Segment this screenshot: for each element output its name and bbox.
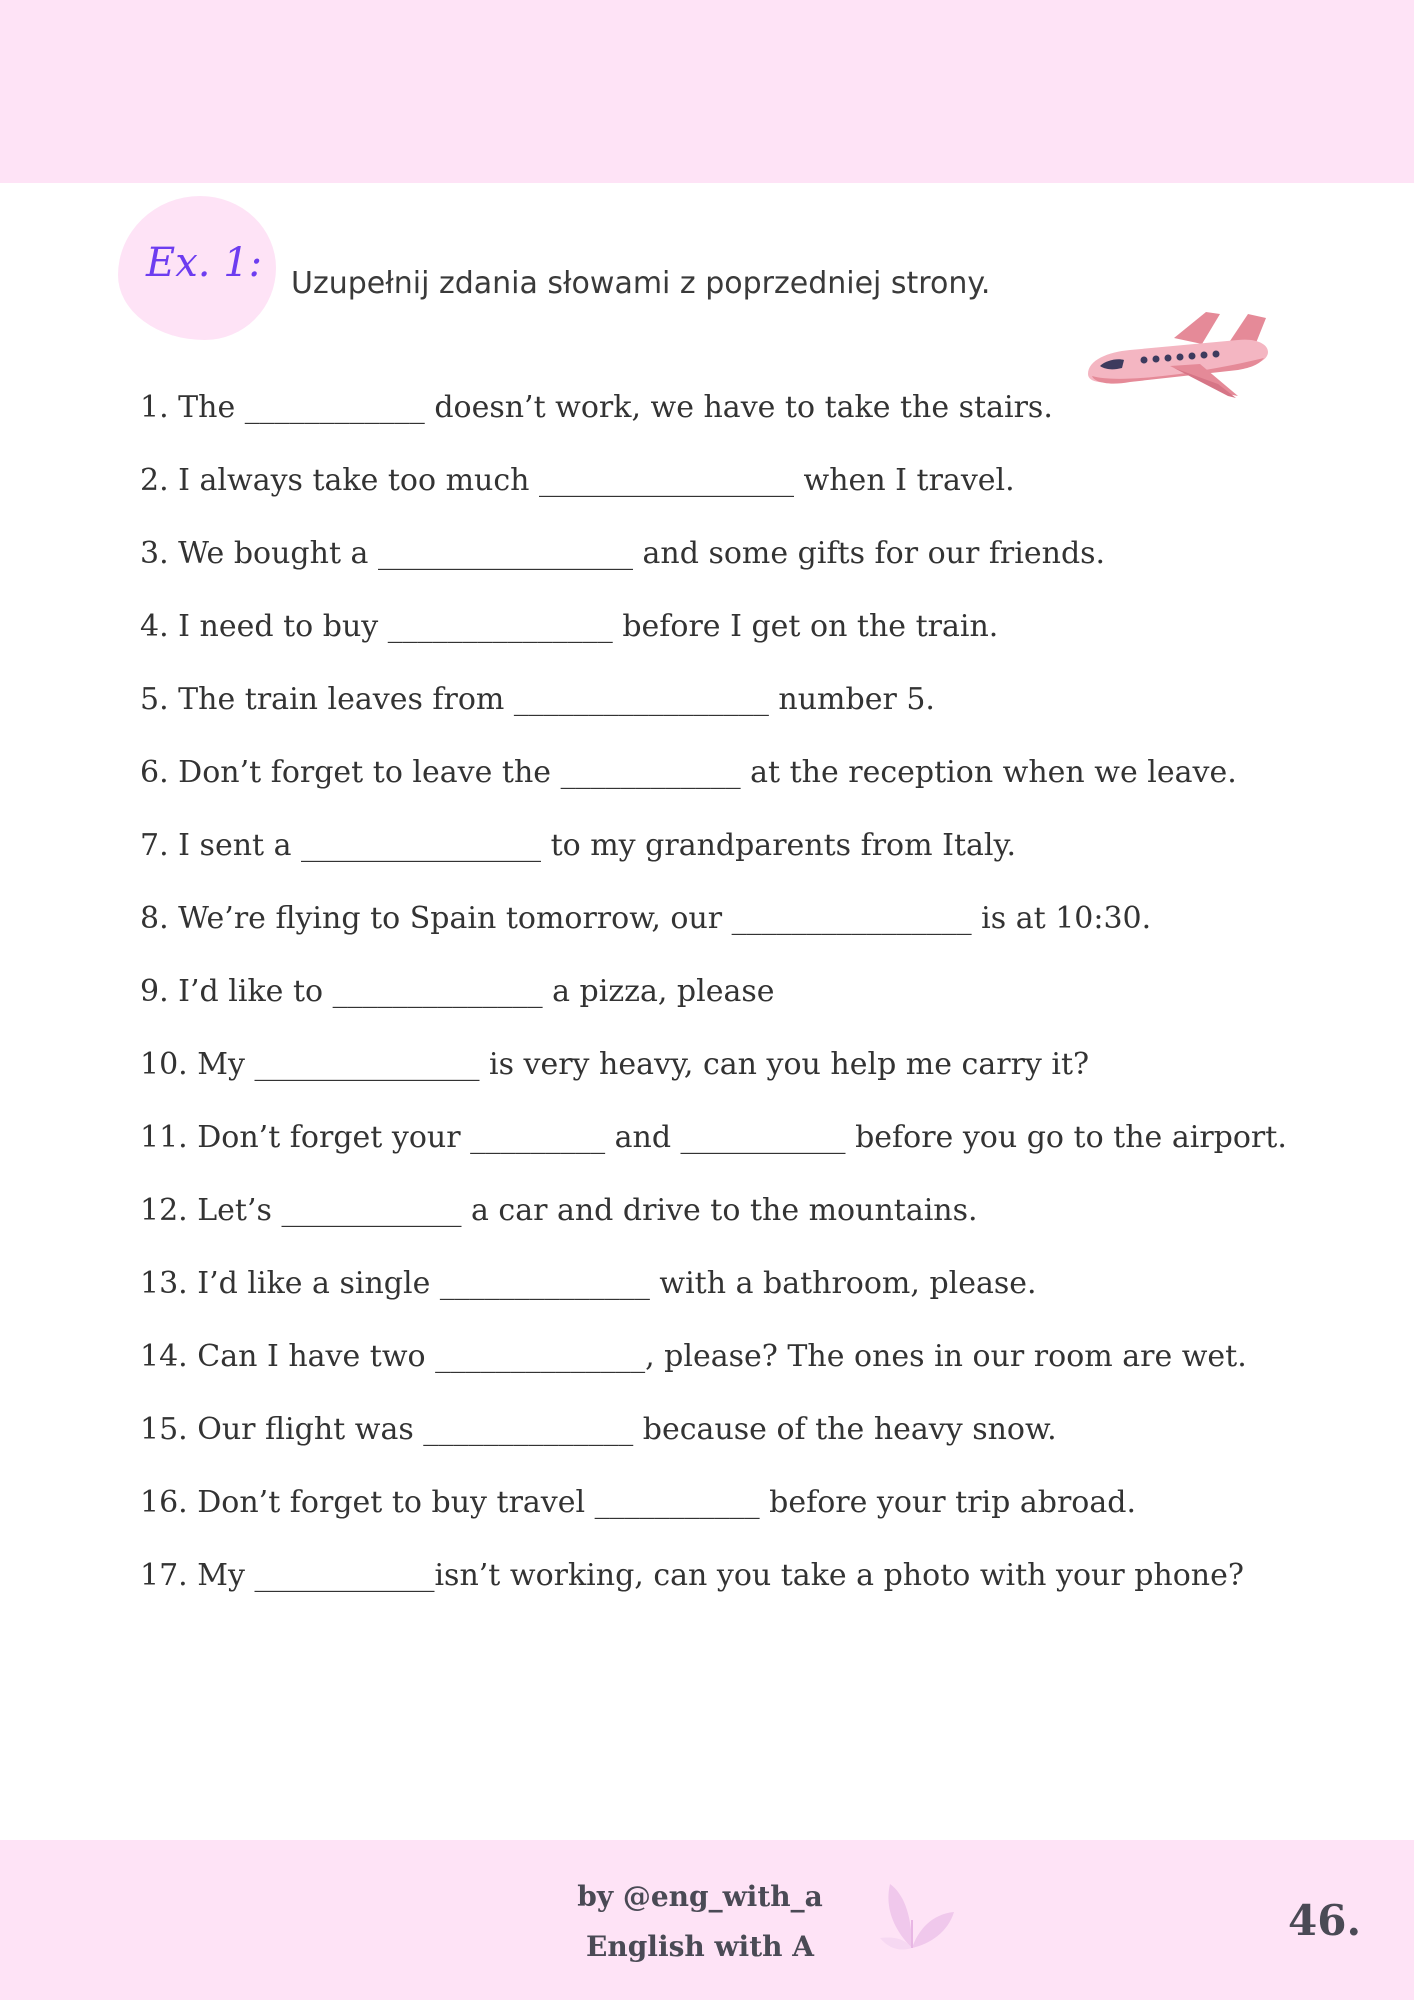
footer-brand: English with A [586, 1930, 814, 1963]
exercise-item-6: 6. Don’t forget to leave the ____________ at the reception when we leave. [140, 755, 1237, 790]
exercise-label: Ex. 1: [146, 240, 263, 286]
exercise-item-10: 10. My _______________ is very heavy, can you help me carry it? [140, 1047, 1090, 1082]
butterfly-icon [866, 1870, 958, 1962]
exercise-item-17: 17. My ____________isn’t working, can you take a photo with your phone? [140, 1558, 1244, 1593]
exercise-item-12: 12. Let’s ____________ a car and drive to the mountains. [140, 1193, 978, 1228]
exercise-item-8: 8. We’re flying to Spain tomorrow, our ________________ is at 10:30. [140, 901, 1152, 936]
exercise-item-3: 3. We bought a _________________ and some gifts for our friends. [140, 536, 1106, 571]
top-band [0, 0, 1414, 183]
exercise-item-14: 14. Can I have two ______________, please? The ones in our room are wet. [140, 1339, 1247, 1374]
exercise-item-4: 4. I need to buy _______________ before I get on the train. [140, 609, 999, 644]
footer-handle: by @eng_with_a [577, 1880, 823, 1913]
exercise-item-11: 11. Don’t forget your _________ and ___________ before you go to the airport. [140, 1120, 1287, 1155]
exercise-item-13: 13. I’d like a single ______________ with a bathroom, please. [140, 1266, 1037, 1301]
exercise-item-16: 16. Don’t forget to buy travel ___________ before your trip abroad. [140, 1485, 1136, 1520]
exercise-item-15: 15. Our flight was ______________ because of the heavy snow. [140, 1412, 1057, 1447]
instruction-text: Uzupełnij zdania słowami z poprzedniej strony. [291, 266, 991, 301]
exercise-item-2: 2. I always take too much _________________ when I travel. [140, 463, 1015, 498]
footer-credit [540, 1872, 860, 1972]
exercise-item-9: 9. I’d like to ______________ a pizza, please [140, 974, 775, 1009]
exercise-item-7: 7. I sent a ________________ to my grandparents from Italy. [140, 828, 1016, 863]
exercise-item-5: 5. The train leaves from _________________ number 5. [140, 682, 935, 717]
exercise-list [140, 383, 1390, 1624]
page-number: 46. [1288, 1896, 1362, 1945]
exercise-item-1: 1. The ____________ doesn’t work, we have to take the stairs. [140, 390, 1053, 425]
